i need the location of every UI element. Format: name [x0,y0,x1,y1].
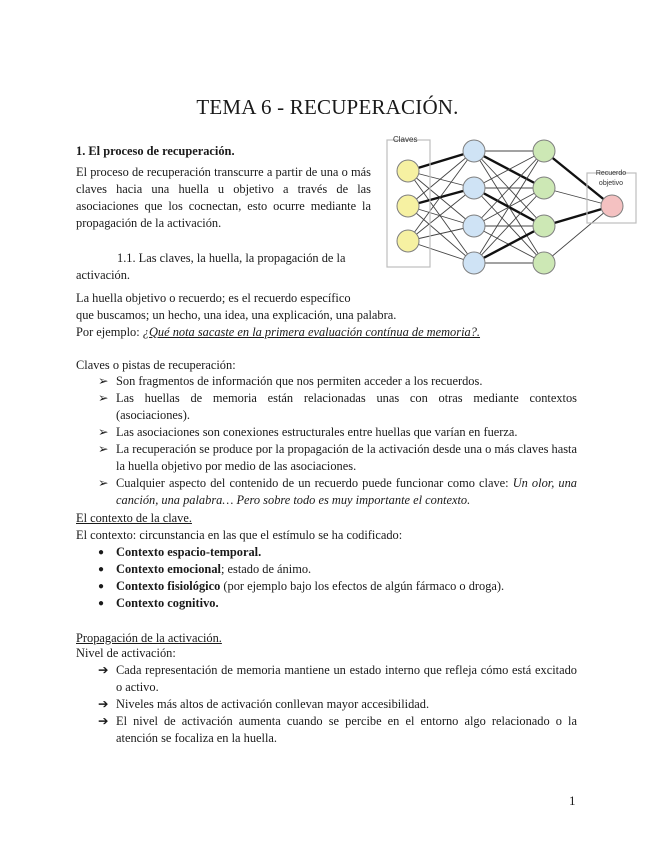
list-item-text: Son fragmentos de información que nos permiten acceder a los recuerdos. [116,374,483,388]
bullet-icon: ● [98,581,105,592]
target-label-line2: objetivo [598,180,624,187]
arrowhead-icon: ➢ [98,442,109,456]
arrowhead-icon: ➢ [98,425,109,439]
list-item-text: Cada representación de memoria mantiene un estado interno que refleja cómo está excitado o activo. [116,663,577,694]
page-title: TEMA 6 - RECUPERACIÓN. [196,95,459,119]
section-heading: 1. El proceso de recuperación. [76,144,235,158]
list-item [98,373,577,390]
example-question: ¿Qué nota sacaste en la primera evaluación contínua de memoria?. [142,325,481,339]
intro-paragraph: El proceso de recuperación transcurre a partir de una o más claves hacia una huella u objetivo a través de las asociaciones que los cocnectan, esto ocurre mediante la propagación de la activación. [76,165,371,230]
page-number: 1 [569,793,576,808]
contexto-heading: El contexto de la clave. [76,511,192,525]
target-label-line1: Recuerdo [595,170,627,177]
arrow-right-icon: ➔ [98,663,109,677]
input-node [397,195,419,217]
list-item-text: El nivel de activación aumenta cuando se percibe en el entorno algo relacionado o la atención se focaliza en la huella. [116,714,577,745]
list-item [98,390,577,424]
claves-list [98,373,577,509]
list-item [98,578,577,595]
claves-heading: Claves o pistas de recuperación: [76,358,236,372]
list-item-text: Las huellas de memoria están relacionadas unas con otras mediante contextos (asociaciones). [116,391,577,422]
list-item-prefix: Cualquier aspecto del contenido de un recuerdo puede funcionar como clave: [116,476,513,490]
hidden1-node [463,215,485,237]
example-prefix: Por ejemplo: [76,325,143,339]
hidden2-node [533,177,555,199]
bullet-icon: ● [98,598,105,609]
hidden2-node [533,252,555,274]
list-item [98,424,577,441]
example-line [76,324,480,341]
list-item [98,441,577,475]
hidden1-node [463,252,485,274]
propagacion-list [98,662,577,747]
huella-line1: La huella objetivo o recuerdo; es el recuerdo específico [76,291,351,305]
list-item-text: La recuperación se produce por la propagación de la activación desde una o más claves hasta la huella objetivo por medio de las asociaciones. [116,442,577,473]
hidden2-node [533,140,555,162]
bullet-icon: ● [98,564,105,575]
list-item [98,713,577,747]
propagacion-heading: Propagación de la activación. [76,631,222,645]
hidden2-node [533,215,555,237]
list-item-text: Niveles más altos de activación conllevan mayor accesibilidad. [116,697,430,711]
arrowhead-icon: ➢ [98,391,109,405]
list-item-text [116,475,577,509]
hidden1-node [463,177,485,199]
list-item-italic: Un olor, una canción, una palabra… Pero sobre todo es muy importante el contexto. [116,476,577,507]
list-item-bold: Contexto fisiológico [116,579,221,593]
list-item-bold: Contexto espacio-temporal. [116,545,262,559]
list-item-bold: Contexto cognitivo. [116,596,219,610]
bullet-icon: ● [98,547,105,558]
list-item [98,561,577,578]
contexto-list [98,544,577,612]
list-item-text: ; estado de ánimo. [220,562,312,576]
network-connections [408,151,612,263]
claves-label: Claves [393,135,418,144]
huella-line2: que buscamos; un hecho, una idea, una explicación, una palabra. [76,308,397,322]
list-item [98,544,577,561]
propagacion-intro: Nivel de activación: [76,646,176,660]
arrowhead-icon: ➢ [98,476,109,490]
list-item [98,696,577,713]
list-item-bold: Contexto emocional [116,562,221,576]
hidden1-node [463,140,485,162]
neural-network-figure [384,131,640,291]
input-node [397,160,419,182]
list-item [98,662,577,696]
list-item [98,595,577,612]
list-item [98,475,577,509]
output-node [601,195,623,217]
contexto-intro: El contexto: circunstancia en las que el estímulo se ha codificado: [76,528,403,542]
list-item-text: Las asociaciones son conexiones estructurales entre huellas que varían en fuerza. [116,425,518,439]
subsection-heading-line1: 1.1. Las claves, la huella, la propagación de la [117,251,346,265]
arrow-right-icon: ➔ [98,697,109,711]
arrow-right-icon: ➔ [98,714,109,728]
arrowhead-icon: ➢ [98,374,109,388]
list-item-text: (por ejemplo bajo los efectos de algún fármaco o droga). [220,579,505,593]
input-node [397,230,419,252]
network-connection [544,206,612,263]
network-connection [544,151,612,206]
subsection-heading-line2: activación. [76,268,131,282]
